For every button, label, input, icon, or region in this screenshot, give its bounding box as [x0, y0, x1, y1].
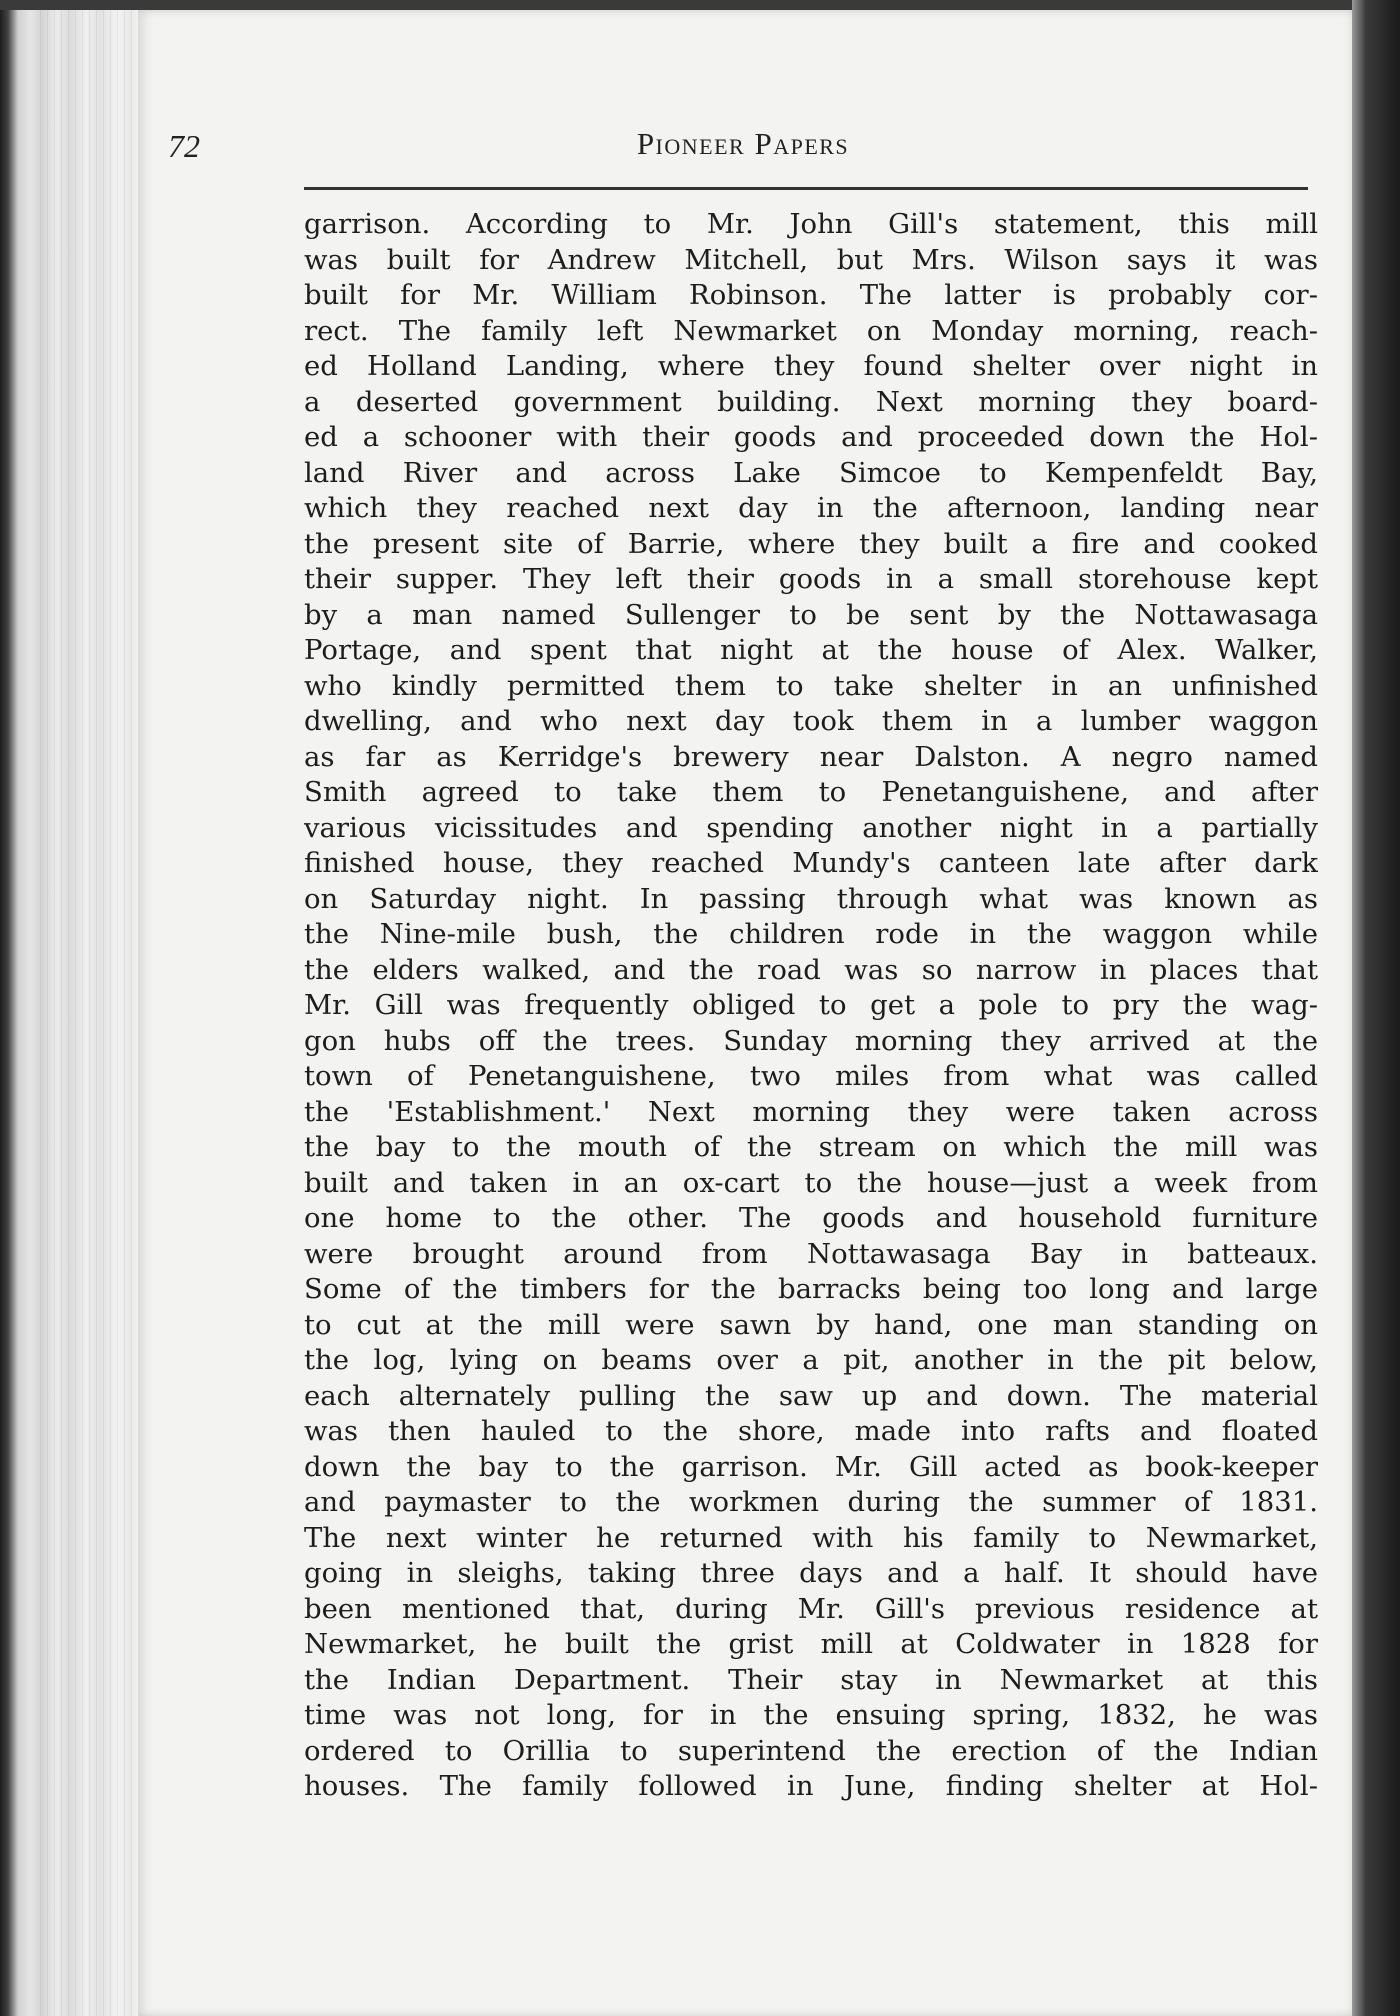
text-line: dwelling, and who next day took them in a lumber waggon [304, 705, 1318, 737]
text-line: Mr. Gill was frequently obliged to get a pole to pry the wag- [304, 989, 1318, 1021]
text-line: going in sleighs, taking three days and a half. It should have [304, 1557, 1318, 1589]
text-line: one home to the other. The goods and household furniture [304, 1202, 1318, 1234]
header-rule [304, 187, 1308, 190]
running-title: Pioneer Papers [636, 126, 850, 161]
text-line: houses. The family followed in June, finding shelter at Hol- [304, 1770, 1318, 1802]
text-line: built and taken in an ox-cart to the house—just a week from [304, 1166, 1318, 1199]
text-line: built for Mr. William Robinson. The latter is probably cor- [304, 279, 1318, 311]
text-line: as far as Kerridge's brewery near Dalston. A negro named [304, 740, 1318, 773]
text-line: and paymaster to the workmen during the summer of 1831. [304, 1486, 1318, 1518]
text-line: ed a schooner with their goods and proceeded down the Hol- [304, 421, 1318, 453]
page-stack-lines [40, 10, 140, 2016]
text-line: The next winter he returned with his family to Newmarket, [304, 1521, 1318, 1554]
page-number: 72 [168, 128, 200, 164]
text-line: the Nine-mile bush, the children rode in the waggon while [304, 918, 1318, 950]
text-line: town of Penetanguishene, two miles from what was called [304, 1060, 1318, 1092]
text-line: time was not long, for in the ensuing spring, 1832, he was [304, 1699, 1318, 1731]
text-line: Some of the timbers for the barracks being too long and large [304, 1273, 1318, 1305]
text-line: a deserted government building. Next morning they board- [304, 385, 1318, 418]
text-line: the 'Establishment.' Next morning they were taken across [304, 1095, 1318, 1128]
text-line: rect. The family left Newmarket on Monday morning, reach- [304, 314, 1318, 347]
text-line: was built for Andrew Mitchell, but Mrs. Wilson says it was [304, 243, 1318, 276]
text-line: Smith agreed to take them to Penetanguishene, and after [304, 776, 1318, 808]
text-line: to cut at the mill were sawn by hand, one man standing on [304, 1308, 1318, 1341]
text-line: by a man named Sullenger to be sent by the Nottawasaga [304, 598, 1318, 631]
text-line: ordered to Orillia to superintend the erection of the Indian [304, 1734, 1318, 1767]
text-line: various vicissitudes and spending another night in a partially [304, 811, 1318, 844]
text-line: which they reached next day in the afternoon, landing near [304, 492, 1318, 524]
text-line: who kindly permitted them to take shelter in an unfinished [304, 669, 1318, 702]
text-line: garrison. According to Mr. John Gill's statement, this mill [304, 208, 1318, 240]
text-line: down the bay to the garrison. Mr. Gill acted as book-keeper [304, 1450, 1318, 1483]
text-line: Newmarket, he built the grist mill at Coldwater in 1828 for [304, 1628, 1318, 1660]
text-line: land River and across Lake Simcoe to Kempenfeldt Bay, [304, 456, 1318, 489]
text-line: the log, lying on beams over a pit, another in the pit below, [304, 1344, 1318, 1376]
text-line: was then hauled to the shore, made into rafts and floated [304, 1415, 1318, 1447]
text-line: Portage, and spent that night at the house of Alex. Walker, [304, 634, 1318, 666]
text-line: were brought around from Nottawasaga Bay in batteaux. [304, 1237, 1318, 1270]
text-line: finished house, they reached Mundy's canteen late after dark [304, 847, 1318, 879]
text-line: the bay to the mouth of the stream on which the mill was [304, 1131, 1318, 1163]
text-line: ed Holland Landing, where they found shelter over night in [304, 350, 1318, 382]
scan-border-right [1352, 0, 1400, 2016]
page-header [168, 120, 1318, 180]
text-line: gon hubs off the trees. Sunday morning they arrived at the [304, 1024, 1318, 1057]
text-line: their supper. They left their goods in a small storehouse kept [304, 563, 1318, 595]
text-line: the Indian Department. Their stay in Newmarket at this [304, 1663, 1318, 1696]
text-line: the elders walked, and the road was so narrow in places that [304, 953, 1318, 986]
text-line: on Saturday night. In passing through what was known as [304, 882, 1318, 915]
body-text [304, 207, 1318, 1805]
text-line: each alternately pulling the saw up and down. The material [304, 1379, 1318, 1412]
text-line: the present site of Barrie, where they built a fire and cooked [304, 527, 1318, 560]
text-line: been mentioned that, during Mr. Gill's previous residence at [304, 1592, 1318, 1625]
